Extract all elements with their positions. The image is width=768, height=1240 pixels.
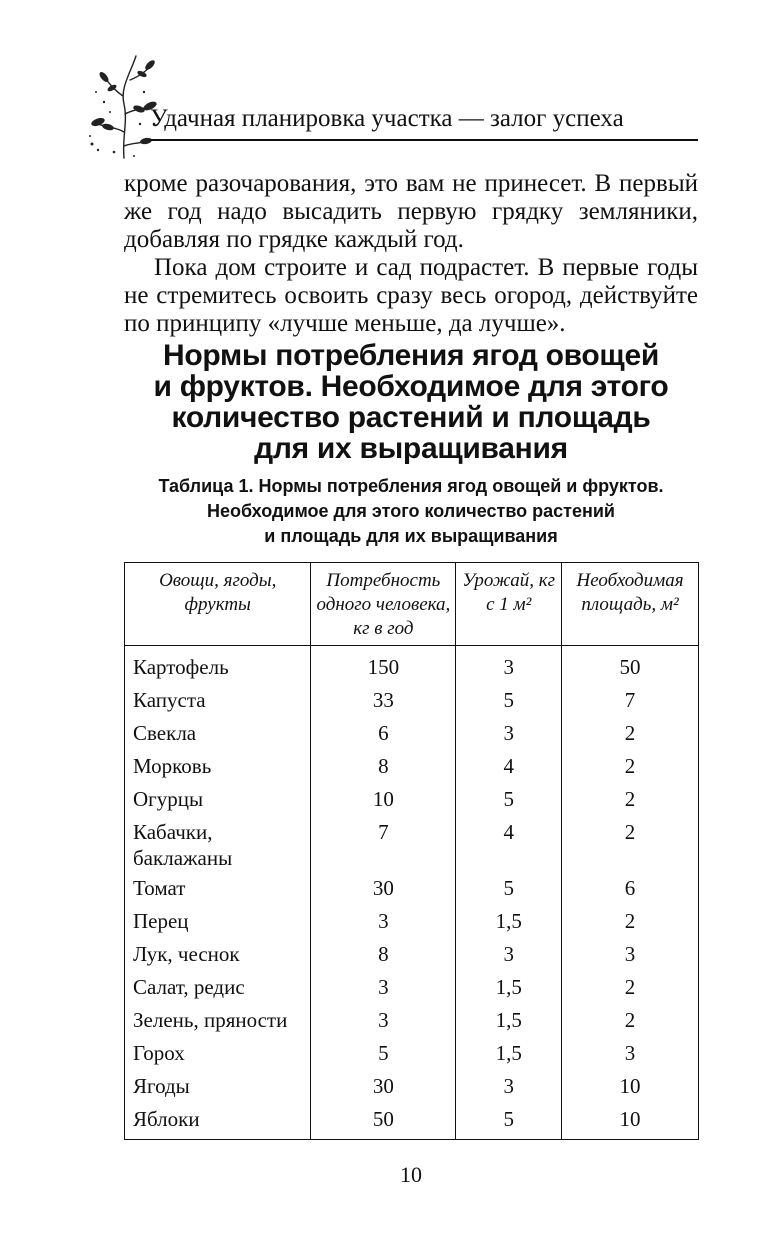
cell-area: 2: [562, 751, 699, 784]
cell-yield: 1,5: [456, 1005, 562, 1038]
body-text: [124, 170, 698, 338]
cell-area: 50: [562, 646, 699, 686]
cell-yield: 1,5: [456, 906, 562, 939]
cell-need: 3: [311, 972, 456, 1005]
column-header-yield: Урожай, кг с 1 м²: [456, 563, 562, 646]
cell-yield: 5: [456, 784, 562, 817]
table-caption: [124, 474, 698, 549]
cell-need: 3: [311, 1005, 456, 1038]
cell-area: 2: [562, 906, 699, 939]
running-header: Удачная планировка участка — залог успеха: [150, 105, 624, 132]
cell-yield: 5: [456, 873, 562, 906]
cell-crop: Перец: [125, 906, 311, 939]
cell-need: 10: [311, 784, 456, 817]
cell-crop: Зелень, пряности: [125, 1005, 311, 1038]
cell-need: 8: [311, 939, 456, 972]
cell-area: 2: [562, 817, 699, 873]
cell-yield: 3: [456, 646, 562, 686]
consumption-table: [124, 562, 699, 1140]
cell-yield: 5: [456, 1104, 562, 1140]
cell-area: 10: [562, 1071, 699, 1104]
cell-need: 30: [311, 873, 456, 906]
column-header-crop: Овощи, ягоды, фрукты: [125, 563, 311, 646]
column-header-need: Потребность одного человека, кг в год: [311, 563, 456, 646]
heading-line: для их выращивания: [254, 432, 568, 465]
page-number: 10: [400, 1162, 422, 1187]
section-heading: [124, 340, 698, 464]
table-row: [125, 1005, 699, 1038]
cell-crop: Огурцы: [125, 784, 311, 817]
cell-crop: Морковь: [125, 751, 311, 784]
cell-area: 3: [562, 939, 699, 972]
table-body: [125, 646, 699, 1140]
cell-need: 33: [311, 685, 456, 718]
cell-yield: 3: [456, 718, 562, 751]
cell-crop: Яблоки: [125, 1104, 311, 1140]
column-header-area: Необходимая площадь, м²: [562, 563, 699, 646]
cell-crop: Салат, редис: [125, 972, 311, 1005]
cell-crop: Томат: [125, 873, 311, 906]
paragraph: Пока дом строите и сад подрастет. В первые годы не стремитесь освоить сразу весь огород, действуйте по принципу «лучше меньше, да лучше».: [124, 254, 698, 337]
table-row: [125, 751, 699, 784]
cell-area: 2: [562, 718, 699, 751]
table-row: [125, 817, 699, 873]
cell-crop: Кабачки, баклажаны: [125, 817, 311, 873]
cell-need: 6: [311, 718, 456, 751]
table-row: [125, 646, 699, 686]
cell-crop: Лук, чеснок: [125, 939, 311, 972]
table-row: [125, 1038, 699, 1071]
header-rule: [150, 139, 698, 141]
cell-need: 150: [311, 646, 456, 686]
table-row: [125, 873, 699, 906]
table-row: [125, 939, 699, 972]
cell-area: 6: [562, 873, 699, 906]
cell-area: 2: [562, 1005, 699, 1038]
heading-line: количество растений и площадь: [171, 401, 651, 434]
table-row: [125, 906, 699, 939]
cell-yield: 4: [456, 817, 562, 873]
cell-need: 50: [311, 1104, 456, 1140]
cell-yield: 1,5: [456, 972, 562, 1005]
table-row: [125, 1104, 699, 1140]
caption-line: и площадь для их выращивания: [264, 526, 558, 546]
table-row: [125, 718, 699, 751]
cell-need: 5: [311, 1038, 456, 1071]
cell-crop: Горох: [125, 1038, 311, 1071]
cell-need: 30: [311, 1071, 456, 1104]
cell-area: 3: [562, 1038, 699, 1071]
cell-yield: 4: [456, 751, 562, 784]
cell-crop: Картофель: [125, 646, 311, 686]
cell-area: 2: [562, 784, 699, 817]
cell-area: 10: [562, 1104, 699, 1140]
cell-yield: 5: [456, 685, 562, 718]
cell-crop: Ягоды: [125, 1071, 311, 1104]
caption-line: Необходимое для этого количество растений: [206, 501, 615, 521]
cell-crop: Капуста: [125, 685, 311, 718]
cell-yield: 3: [456, 939, 562, 972]
paragraph: кроме разочарования, это вам не принесет. В первый же год надо высадить первую грядку земляники, добавляя по грядке каждый год.: [124, 170, 698, 253]
cell-crop: Свекла: [125, 718, 311, 751]
table-header-row: [125, 563, 699, 646]
cell-yield: 1,5: [456, 1038, 562, 1071]
cell-need: 7: [311, 817, 456, 873]
cell-area: 2: [562, 972, 699, 1005]
table-row: [125, 1071, 699, 1104]
heading-line: и фруктов. Необходимое для этого: [153, 370, 669, 403]
cell-yield: 3: [456, 1071, 562, 1104]
heading-line: Нормы потребления ягод овощей: [163, 339, 659, 372]
table-row: [125, 685, 699, 718]
caption-line: Таблица 1. Нормы потребления ягод овощей и фруктов.: [158, 476, 664, 496]
table-row: [125, 972, 699, 1005]
cell-need: 3: [311, 906, 456, 939]
table-row: [125, 784, 699, 817]
cell-need: 8: [311, 751, 456, 784]
cell-area: 7: [562, 685, 699, 718]
